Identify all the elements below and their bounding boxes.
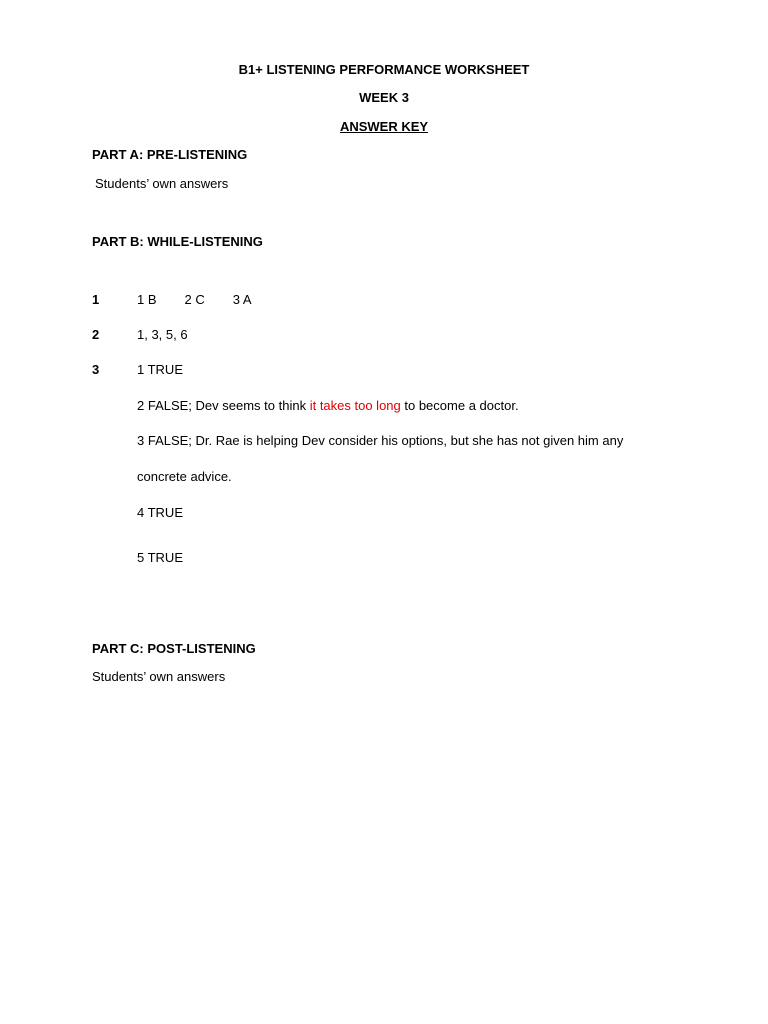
- question-1-answers: [137, 292, 252, 308]
- part-c-heading: PART C: POST-LISTENING: [92, 641, 256, 656]
- item-2-text-after: to become a doctor.: [400, 398, 519, 413]
- item-2-highlight: it takes too long: [309, 398, 401, 413]
- part-a-heading: PART A: PRE-LISTENING: [92, 147, 248, 162]
- part-c-text: Students’ own answers: [92, 669, 226, 684]
- answer-2c: 2 C: [184, 292, 205, 307]
- part-a-text: Students’ own answers: [95, 176, 229, 191]
- answer-key-heading: ANSWER KEY: [339, 119, 429, 134]
- question-3-item-4: 4 TRUE: [137, 505, 183, 520]
- question-3-item-2: [137, 398, 519, 414]
- question-3-number: 3: [92, 362, 100, 377]
- question-2-answer: 1, 3, 5, 6: [137, 327, 188, 342]
- part-b-heading: PART B: WHILE-LISTENING: [92, 234, 263, 249]
- item-2-text-before: 2 FALSE; Dev seems to think: [137, 398, 310, 413]
- answer-3a: 3 A: [232, 292, 252, 307]
- question-1-number: 1: [92, 292, 100, 307]
- question-3-item-3-line-2: concrete advice.: [137, 469, 232, 484]
- question-2-number: 2: [92, 327, 100, 342]
- question-3-item-3-line-1: 3 FALSE; Dr. Rae is helping Dev consider his options, but she has not given him any: [137, 433, 624, 448]
- week-label: WEEK 3: [359, 90, 409, 105]
- worksheet-title: B1+ LISTENING PERFORMANCE WORKSHEET: [238, 62, 530, 77]
- question-3-item-5: 5 TRUE: [137, 550, 183, 565]
- answer-1b: 1 B: [137, 292, 157, 307]
- question-3-item-1: 1 TRUE: [137, 362, 183, 377]
